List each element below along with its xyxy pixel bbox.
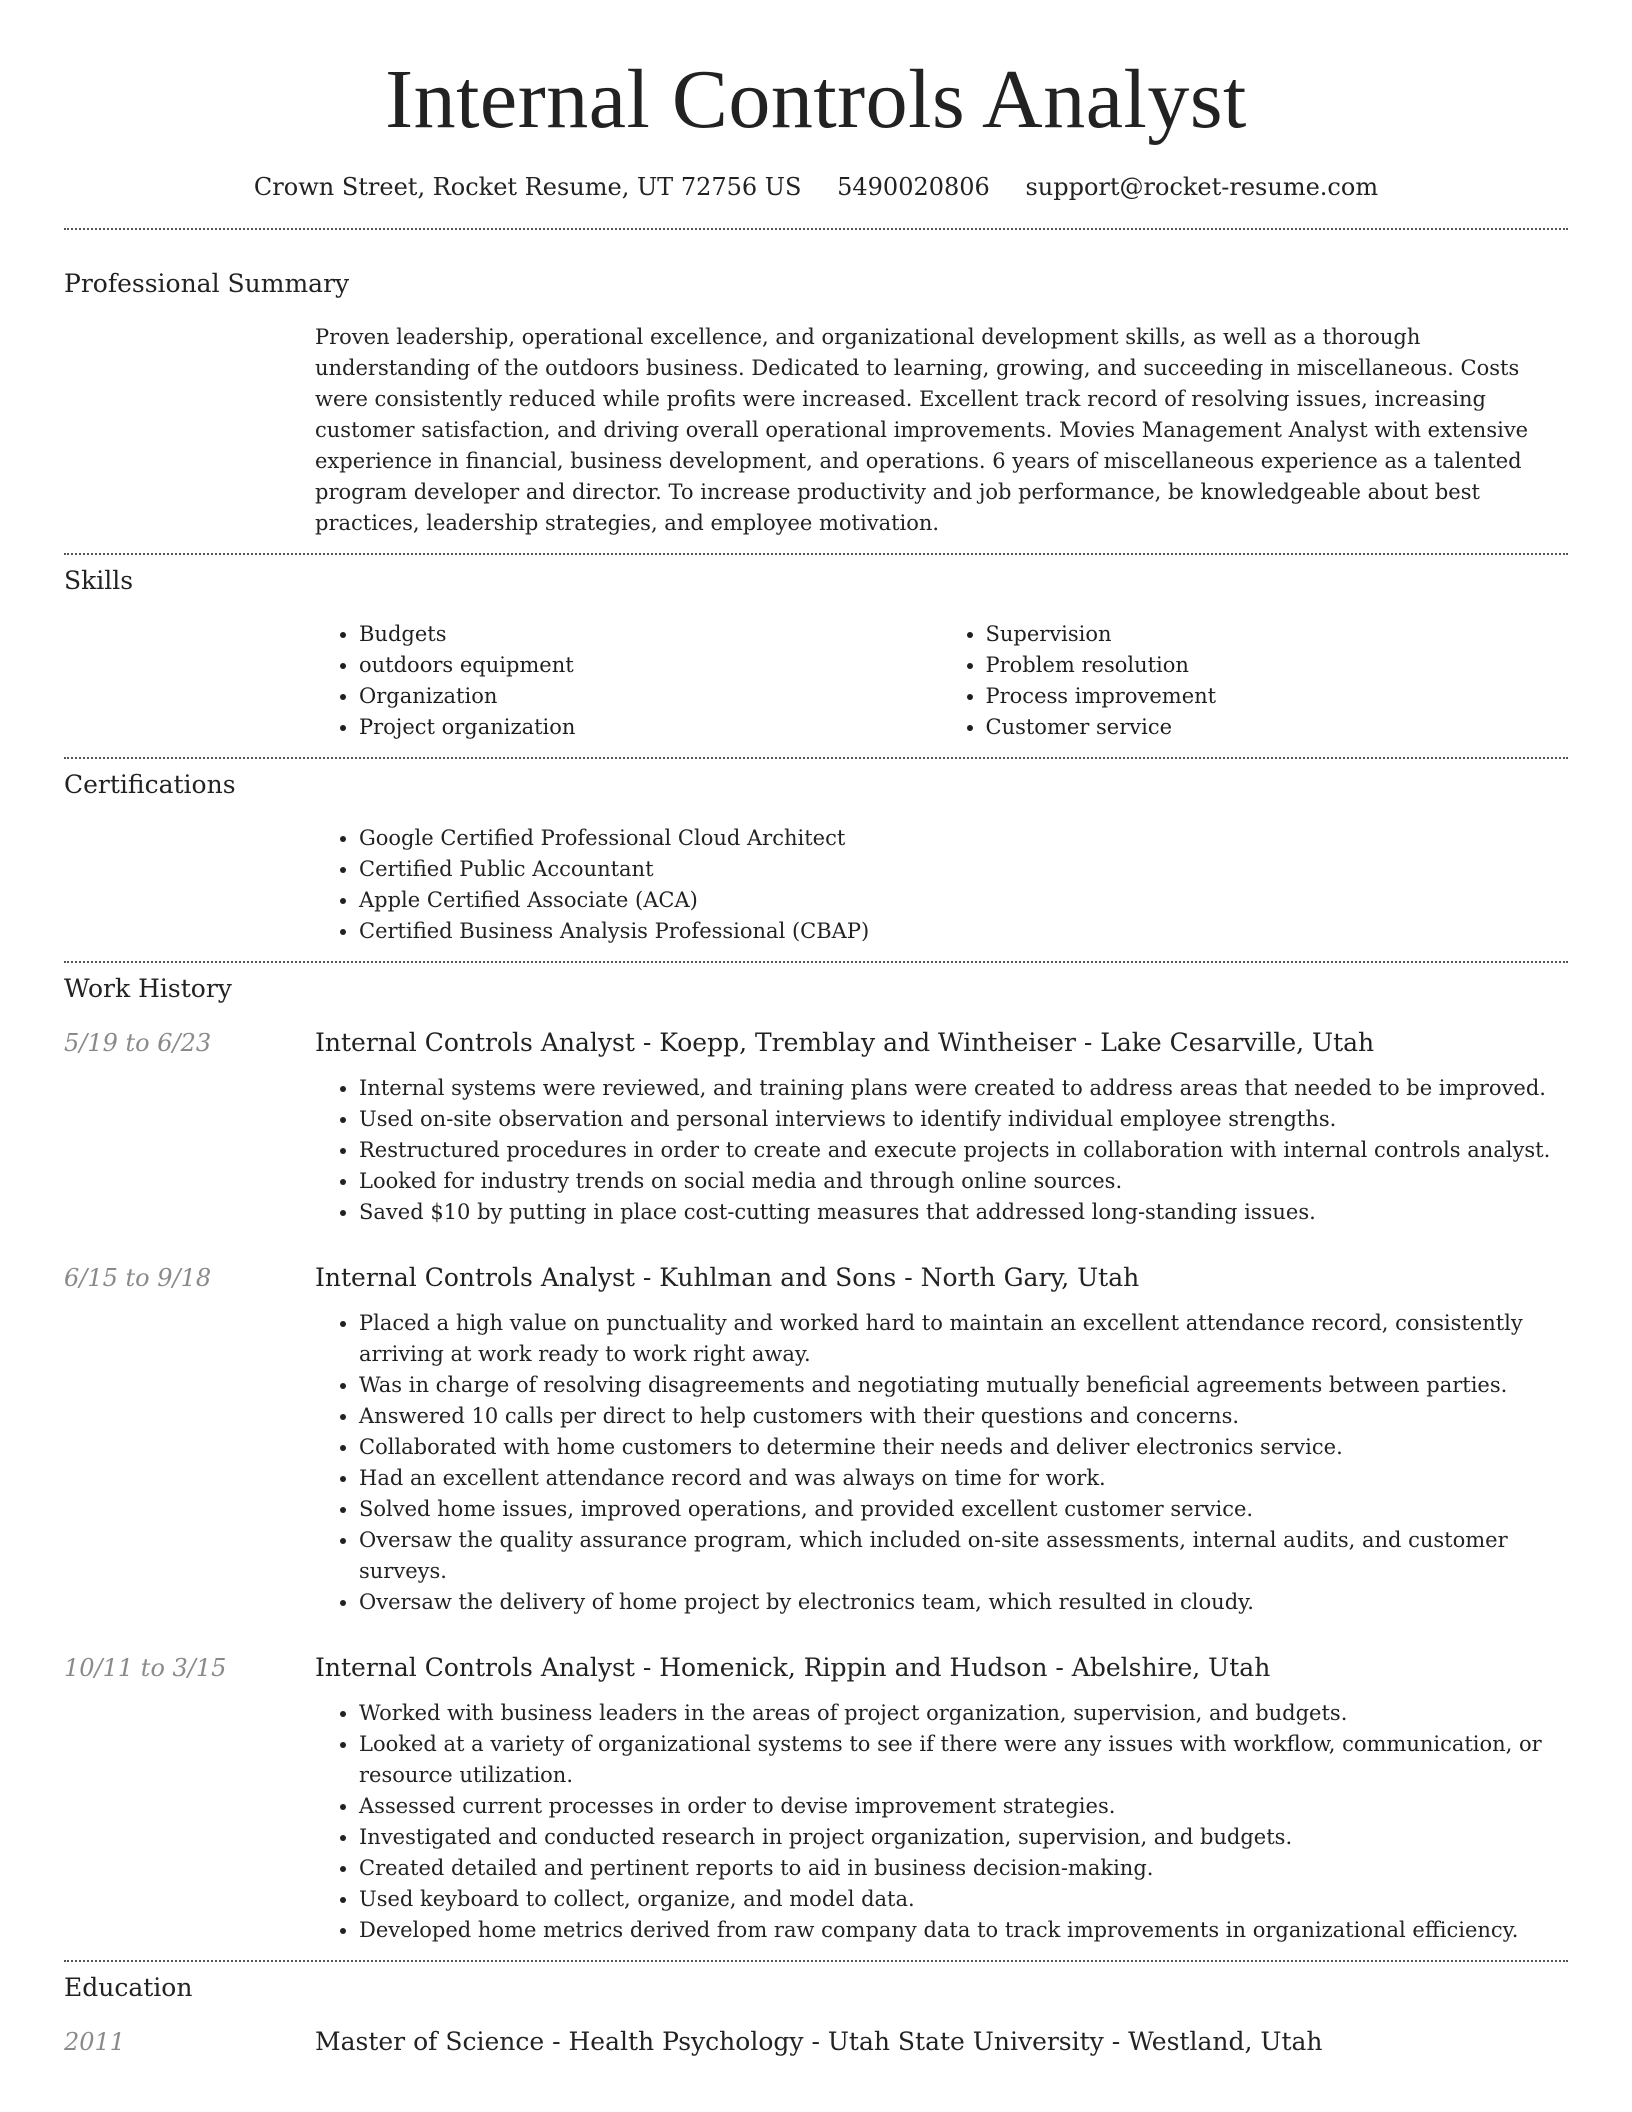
skills-section <box>64 555 1568 757</box>
certifications-list <box>315 823 1568 947</box>
certification-item: • Certified Public Accountant <box>359 854 1568 885</box>
job-entry <box>64 1652 1568 1946</box>
skills-list <box>315 619 1568 743</box>
contact-email: support@rocket-resume.com <box>1025 173 1379 201</box>
contact-line <box>64 172 1568 202</box>
job-bullet: • Looked for industry trends on social media and through online sources. <box>359 1166 1568 1197</box>
job-bullet: • Assessed current processes in order to devise improvement strategies. <box>359 1791 1568 1822</box>
section-title-work-history: Work History <box>64 974 232 1003</box>
certification-item: • Certified Business Analysis Professional (CBAP) <box>359 916 1568 947</box>
candidate-name: Internal Controls Analyst <box>385 53 1247 146</box>
job-entry <box>64 1262 1568 1618</box>
certifications-section <box>64 759 1568 961</box>
job-bullet: • Restructured procedures in order to create and execute projects in collaboration with internal controls analyst. <box>359 1135 1568 1166</box>
summary-section <box>64 230 1568 553</box>
skill-item: • Process improvement <box>986 681 1569 712</box>
section-title-certifications: Certifications <box>64 770 236 799</box>
job-bullet: • Developed home metrics derived from raw company data to track improvements in organizational efficiency. <box>359 1915 1568 1946</box>
job-date: 5/19 to 6/23 <box>64 1029 212 1057</box>
skills-column-left <box>315 619 942 743</box>
certification-item: • Google Certified Professional Cloud Architect <box>359 823 1568 854</box>
job-date: 6/15 to 9/18 <box>64 1264 212 1292</box>
skill-item: • outdoors equipment <box>359 650 942 681</box>
section-title-summary: Professional Summary <box>64 269 350 298</box>
job-title: Internal Controls Analyst - Kuhlman and Sons - North Gary, Utah <box>315 1263 1140 1292</box>
job-title: Internal Controls Analyst - Koepp, Tremblay and Wintheiser - Lake Cesarville, Utah <box>315 1028 1375 1057</box>
job-bullet: • Was in charge of resolving disagreements and negotiating mutually beneficial agreements between parties. <box>359 1370 1568 1401</box>
job-header <box>64 1027 1568 1059</box>
job-header <box>64 1262 1568 1294</box>
contact-address: Crown Street, Rocket Resume, UT 72756 US <box>253 173 802 201</box>
job-bullet: • Created detailed and pertinent reports to aid in business decision-making. <box>359 1853 1568 1884</box>
job-bullet: • Had an excellent attendance record and was always on time for work. <box>359 1463 1568 1494</box>
certification-item: • Apple Certified Associate (ACA) <box>359 885 1568 916</box>
job-entry <box>64 1027 1568 1228</box>
job-bullet: • Looked at a variety of organizational systems to see if there were any issues with workflow, communication, or resource utilization. <box>359 1729 1568 1791</box>
job-bullet: • Worked with business leaders in the areas of project organization, supervision, and budgets. <box>359 1698 1568 1729</box>
job-bullet: • Collaborated with home customers to determine their needs and deliver electronics service. <box>359 1432 1568 1463</box>
skill-item: • Project organization <box>359 712 942 743</box>
job-bullet: • Used on-site observation and personal interviews to identify individual employee strengths. <box>359 1104 1568 1135</box>
job-bullet: • Internal systems were reviewed, and training plans were created to address areas that needed to be improved. <box>359 1073 1568 1104</box>
education-section <box>64 1962 1568 2058</box>
job-bullet: • Placed a high value on punctuality and worked hard to maintain an excellent attendance record, consistently arriving at work ready to work right away. <box>359 1308 1568 1370</box>
job-bullets <box>315 1073 1568 1228</box>
skill-item: • Supervision <box>986 619 1569 650</box>
job-bullet: • Answered 10 calls per direct to help customers with their questions and concerns. <box>359 1401 1568 1432</box>
skill-item: • Customer service <box>986 712 1569 743</box>
summary-text: Proven leadership, operational excellence, and organizational development skills, as well as a thorough understanding of the outdoors business. Dedicated to learning, growing, and succeeding in miscellaneous. Costs were consistently reduced while profits were increased. Excellent track record of resolving issues, increasing customer satisfaction, and driving overall operational improvements. Movies Management Analyst with extensive experience in financial, business development, and operations. 6 years of miscellaneous experience as a talented program developer and director. To increase productivity and job performance, be knowledgeable about best practices, leadership strategies, and employee motivation. <box>315 325 1529 535</box>
contact-phone: 5490020806 <box>837 173 990 201</box>
job-bullet: • Oversaw the quality assurance program, which included on-site assessments, internal audits, and customer surveys. <box>359 1525 1568 1587</box>
skill-item: • Problem resolution <box>986 650 1569 681</box>
education-title: Master of Science - Health Psychology - Utah State University - Westland, Utah <box>315 2027 1323 2056</box>
job-title: Internal Controls Analyst - Homenick, Rippin and Hudson - Abelshire, Utah <box>315 1653 1271 1682</box>
job-bullet: • Investigated and conducted research in project organization, supervision, and budgets. <box>359 1822 1568 1853</box>
job-bullet: • Solved home issues, improved operations, and provided excellent customer service. <box>359 1494 1568 1525</box>
skills-column-right <box>942 619 1569 743</box>
education-date: 2011 <box>64 2028 126 2056</box>
job-bullets <box>315 1698 1568 1946</box>
job-bullet: • Saved $10 by putting in place cost-cutting measures that addressed long-standing issues. <box>359 1197 1568 1228</box>
job-bullets <box>315 1308 1568 1618</box>
job-header <box>64 1652 1568 1684</box>
section-title-education: Education <box>64 1973 193 2002</box>
job-bullet: • Oversaw the delivery of home project by electronics team, which resulted in cloudy. <box>359 1587 1568 1618</box>
work-history-section <box>64 963 1568 1960</box>
section-title-skills: Skills <box>64 566 134 595</box>
education-entry <box>64 2026 1568 2058</box>
job-bullet: • Used keyboard to collect, organize, and model data. <box>359 1884 1568 1915</box>
job-date: 10/11 to 3/15 <box>64 1654 227 1682</box>
skill-item: • Budgets <box>359 619 942 650</box>
skill-item: • Organization <box>359 681 942 712</box>
